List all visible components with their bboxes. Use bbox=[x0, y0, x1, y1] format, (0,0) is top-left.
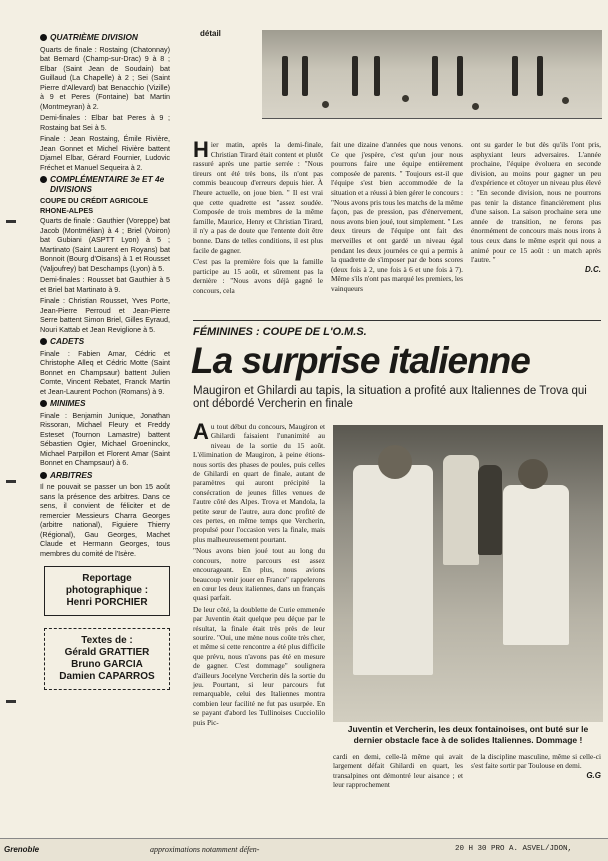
strip-text-right: 20 H 30 PRO A. ASVEL/JDON, bbox=[455, 845, 573, 853]
credit-line: Damien CAPARROS bbox=[59, 671, 155, 682]
article-column-1 bbox=[193, 419, 325, 727]
results-paragraph: Quarts de finale : Rostaing (Chatonnay) bat Bernard (Champ-sur-Drac) 9 à 8 ; Elbar (Saint Jean de Soudain) bat Guillaud (La Chapelle) à 2 ; Sei (Saint Pierre d'Allevard) bat Benacchio (Vizille) à 9 et Peres (Fontaine) bat Martin (Montmeyran) à 2. bbox=[40, 44, 170, 111]
players-photo bbox=[333, 425, 603, 722]
article-column-2 bbox=[333, 752, 463, 790]
edge-mark bbox=[6, 220, 16, 223]
boule-ball bbox=[322, 101, 329, 108]
column-text: ier matin, après la demi-finale, Christian Tirard était content et plutôt rassuré après une partie serrée : "Nous tireurs ont été très bons, ils n'ont pas commis beaucoup d'erreurs depuis hier. À l'heure actuelle, on joue bien. " Il est vrai que cette quadrette est "assez soudée. Composée de trois membres de la même famille, Maurice, Henry et Christian Tirard, il n'y a pas de doute que l'entente doit être bonne. Dans de telles conditions, il est plus facile de gagner. bbox=[193, 140, 323, 255]
photo-figure bbox=[537, 56, 543, 96]
column-text: u tout début du concours, Maugiron et Ghilardi faisaient l'unanimité au niveau de la sortie du 15 août. L'élimination de Maugiron, à peine étions-nous sortis des phases de poules, puis celles de Ghilardi en quart de finale, autant de paramètres qui auront précipité la consécration de jeunes filles venues de l'autre côté des Alpes. Trova et Mandola, la petite sœur de l'autre, aura donc profité de ces pertes, en même temps que Vercherin, propulsé pour l'occasion vers la finale, mais plus malheureusement pourtant. bbox=[193, 422, 325, 544]
photo-figure bbox=[353, 465, 433, 675]
results-paragraph: Finale : Fabien Amar, Cédric et Christophe Alleq et Cédric Motte (Saint Bonnet en Champsaur) battent Julien Comte, Vincent Rebatet, Franck Martin et Jean-Laurent Pochon (Romans) à 9. bbox=[40, 348, 170, 396]
article-column-3 bbox=[471, 752, 601, 780]
section-heading bbox=[40, 337, 170, 347]
column-text: C'est pas la première fois que la famille participe au 15 août, et sûrement pas la dernière : "Nous avons déjà gagné le concours, cela bbox=[193, 257, 323, 295]
bullet-icon bbox=[40, 338, 47, 345]
results-paragraph: Il ne pouvait se passer un bon 15 août sans la présence des arbitres. Dans ce sens, il convient de féliciter et de remercier Messieurs Charra Georges (arbitre national), Figuiere Thierry (Régional), Gau Georges, Machet Claude et Hermann Georges, tous membres du comité de l'Isère. bbox=[40, 482, 170, 558]
section-heading bbox=[40, 33, 170, 43]
results-paragraph: Finale : Benjamin Junique, Jonathan Rissoran, Michael Fleury et Freddy Esteset (Tournon Lamastre) battent Sébastien Ogier, Michael Groeninckx, Michael Parpillon et Florent Amar (Saint Bonnet en Champsaur) à 6. bbox=[40, 410, 170, 467]
column-text: ont su garder le but dès qu'ils l'ont pris, asphyxiant leurs adversaires. L'année prochaine, l'équipe évoluera en seconde division, au moins pour gagner un peu d'expérience et côtoyer un niveau plus élevé : "En seconde division, nous ne pourrons pas tenir la distance financièrement plus d'une saison. La saison prochaine sera une année de transition, ne ferons pas énormément de concours mais nous irons à tous ceux dans le même esprit qui nous a animé pour ce 15 août : un match après l'autre. " bbox=[471, 140, 601, 265]
results-paragraph: Demi-finales : Elbar bat Peres à 9 ; Rostaing bat Sei à 5. bbox=[40, 113, 170, 132]
top-column-1 bbox=[193, 137, 323, 296]
edge-mark bbox=[6, 480, 16, 483]
drop-cap: H bbox=[193, 137, 209, 162]
section-heading bbox=[40, 399, 170, 409]
top-column-3 bbox=[471, 140, 601, 274]
column-text: fait une dizaine d'années que nous venons. Ce que j'espère, c'est qu'un jour nous pourrons faire une équipe entièrement composée de parents. " Toujours est-il que l'équipe s'est bien accommodée de la situation et a réussi à bien gérer le concours : "Nous avons pris tous les matchs de la même façon, pas de pression, pas d'énervement, nous avons bien joué, tout simplement. " Les deux tireurs de l'équipe ont fait des merveilles et ont gardé un niveau égal pendant les deux journées ce qui a permis à la quadrette de s'imposer par de bons scores (deux fois à 2, une fois à 6 et une fois à 7). Même s'ils n'ont pas marqué les premiers, les vainqueurs bbox=[331, 140, 463, 293]
credit-line: Henri PORCHIER bbox=[66, 597, 148, 608]
results-paragraph: Quarts de finale : Gauthier (Voreppe) bat Jacob (Montmélian) à 4 ; Briel (Voiron) bat Gubiani (ASPTT Lyon) à 5 ; Martinato (Saint Laurent en Royans) bat Bonnoit (Bourg d'Oisans) à 1 et Rousset (Valjoufrey) bat Deschamps (Lyon) à 5. bbox=[40, 216, 170, 273]
top-photo bbox=[262, 30, 602, 119]
column-text: De leur côté, la doublette de Curie emmenée par Juventin était quelque peu déçue par le résultat, la finale était très près de leur sourire. "Oui, une mène nous coûte très cher, et même si cette rencontre a été plus difficile que prévu, nous n'avons pas été en mesure de gagner. C'est dommage" soulignera d'ailleurs Jocelyne Vercherin dès la sortie du jeu. Pourtant, si leur parcours fut remarquable, celui des Italiennes montra combien leur facilité ne fut pas usurpée. En se payant d'abord les Tullinoises Cucciolilo puis Pic- bbox=[193, 604, 325, 727]
photo-figure bbox=[352, 56, 358, 96]
photo-figure bbox=[512, 56, 518, 96]
results-paragraph: Finale : Jean Rostaing, Émile Rivière, Jean Gonnet et Michel Rivière battent Djamel Elbar, Gérard Fournier, Ludovic Fréchet et Manuel Sequeira à 2. bbox=[40, 134, 170, 172]
results-sidebar bbox=[40, 30, 170, 830]
credit-line: Reportage bbox=[82, 573, 132, 584]
section-heading bbox=[40, 175, 170, 194]
photo-figure bbox=[457, 56, 463, 96]
bullet-icon bbox=[40, 34, 47, 41]
author-signature: G.G bbox=[586, 770, 601, 780]
article-kicker: FÉMININES : COUPE DE L'O.M.S. bbox=[193, 326, 367, 338]
photo-figure bbox=[443, 455, 479, 565]
strip-text-left: Grenoble bbox=[4, 845, 40, 854]
detail-label: détail bbox=[200, 29, 221, 38]
bullet-icon bbox=[40, 400, 47, 407]
bullet-icon bbox=[40, 176, 47, 183]
credit-line: photographique : bbox=[65, 585, 149, 596]
section-rule bbox=[193, 320, 601, 321]
photo-figure bbox=[518, 459, 548, 489]
photo-figure bbox=[374, 56, 380, 96]
heading-text: COMPLÉMENTAIRE 3e ET 4e DIVISIONS bbox=[50, 174, 165, 194]
edge-mark bbox=[6, 700, 16, 703]
photo-credit-box bbox=[44, 566, 170, 616]
boule-ball bbox=[402, 95, 409, 102]
heading-text: CADETS bbox=[50, 336, 85, 346]
heading-text: QUATRIÈME DIVISION bbox=[50, 32, 138, 42]
heading-text: MINIMES bbox=[50, 398, 86, 408]
results-paragraph: Finale : Christian Rousset, Yves Porte, Jean-Pierre Perroud et Jean-Pierre Serre battent Simon Briel, Gilles Eyraud, Nouri Kattab et Jean Reviglione à 5. bbox=[40, 296, 170, 334]
bullet-icon bbox=[40, 472, 47, 479]
results-paragraph: Demi-finales : Rousset bat Gauthier à 5 et Briel bat Martinato à 9. bbox=[40, 275, 170, 294]
text-credit-box bbox=[44, 628, 170, 690]
photo-figure bbox=[378, 445, 412, 479]
credit-line: Bruno GARCIA bbox=[71, 659, 143, 670]
photo-figure bbox=[302, 56, 308, 96]
article-headline: La surprise italienne bbox=[191, 340, 530, 381]
boule-ball bbox=[562, 97, 569, 104]
drop-cap: A bbox=[193, 419, 209, 444]
credit-line: Textes de : bbox=[81, 635, 133, 646]
section-heading bbox=[40, 471, 170, 481]
author-signature: D.C. bbox=[585, 264, 601, 274]
bottom-strip bbox=[0, 838, 608, 861]
photo-figure bbox=[432, 56, 438, 96]
top-column-2 bbox=[331, 140, 463, 294]
column-text: "Nous avons bien joué tout au long du concours, notre parcours est assez encourageant. En plus, nous avions beaucoup venir jouer en France" rappelerons en cœur les deux italiennes, dans un français quasi parfait. bbox=[193, 546, 325, 603]
column-text: de la discipline masculine, même si celle-ci s'est faite sortir par Toulouse en demi. bbox=[471, 752, 601, 771]
strip-text-mid: approximations notamment défen- bbox=[150, 845, 260, 854]
article-deck: Maugiron et Ghilardi au tapis, la situation a profité aux Italiennes de Trova qui ont débordé Vercherin en finale bbox=[193, 385, 587, 410]
boule-ball bbox=[472, 103, 479, 110]
column-text: cardi en demi, celle-là même qui avait largement défait Ghilardi en quart, les transalpines ont démontré leur aisance ; et leur rapprochement bbox=[333, 752, 463, 790]
photo-figure bbox=[282, 56, 288, 96]
cup-subheading: COUPE DU CRÉDIT AGRICOLE RHONE-ALPES bbox=[40, 196, 148, 215]
photo-caption: Juventin et Vercherin, les deux fontainoises, ont buté sur le dernier obstacle face à de solides Italiennes. Dommage ! bbox=[347, 724, 589, 745]
credit-line: Gérald GRATTIER bbox=[64, 647, 150, 658]
photo-figure bbox=[503, 485, 569, 645]
heading-text: ARBITRES bbox=[50, 469, 93, 480]
photo-figure bbox=[478, 465, 502, 555]
